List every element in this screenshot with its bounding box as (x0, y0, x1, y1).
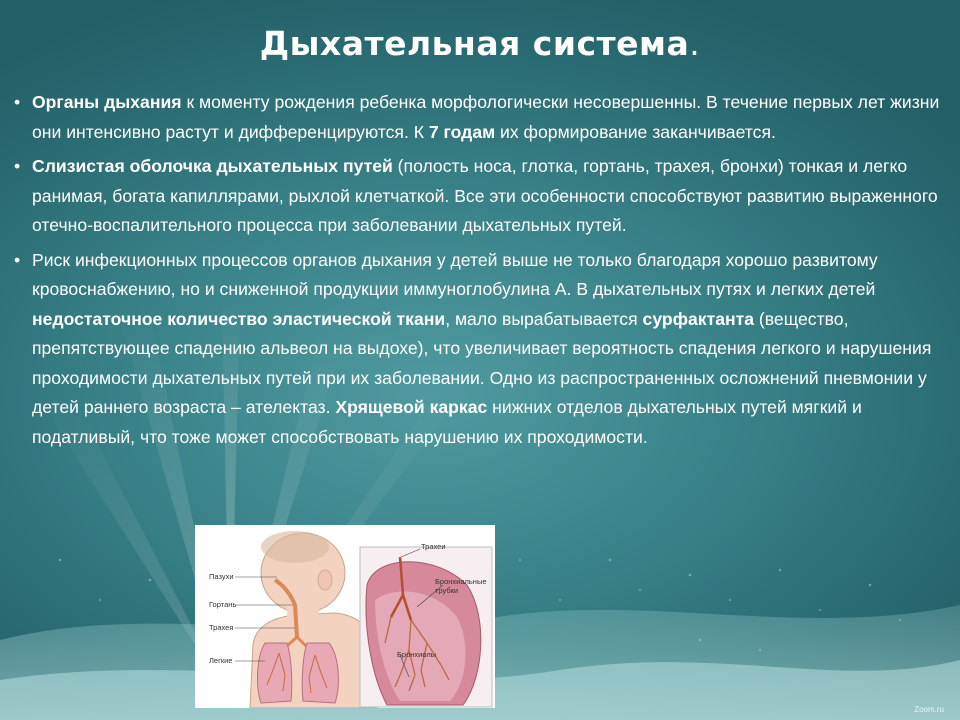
bullet-marker: • (14, 156, 21, 176)
label-bronchial-tubes: Бронхиальные трубки (435, 577, 487, 595)
text-segment: нижних отделов дыхательных путей мягкий и податливый, что тоже может способствовать нарушению их проходимости. (32, 397, 862, 447)
label-trachea: Трахея (209, 623, 234, 632)
respiratory-illustration (195, 525, 495, 708)
bold-text: недостаточное количество эластической ткани (32, 308, 446, 329)
text-segment: (полость носа, глотка, гортань, трахея, бронхи) тонкая и легко ранимая, богата капиллярами, рыхлой клетчаткой. Все эти особенности способствуют развитию выраженного отечно-воспалительного процесса при заболевании дыхательных путей. (32, 156, 938, 235)
bullet-list (14, 88, 949, 457)
bullet-item (14, 88, 949, 147)
text-segment: , мало вырабатывается (445, 308, 643, 329)
title-text: Дыхательная система (259, 24, 690, 63)
bold-text: 7 годам (428, 121, 496, 142)
bullet-marker: • (14, 249, 21, 270)
bullet-item (14, 246, 949, 453)
text-segment: (вещество, препятствующее спадению альвеол на выдохе), что увеличивает вероятность спадения легкого и нарушения проходимости дыхательных путей при их заболевании. Одно из распространенных осложнений пневмонии у детей раннего возраста – ателектаз. (32, 308, 932, 417)
text-segment: Риск инфекционных процессов органов дыхания у детей выше не только благодаря хорошо развитому кровоснабжению, но и сниженной продукции иммуноглобулина А. В дыхательных путях и легких детей (32, 249, 878, 299)
bold-text: Органы дыхания (32, 92, 182, 112)
watermark: Zoom.ru (914, 705, 944, 714)
label-bronchioles: Бронхиолы (397, 650, 437, 659)
anatomy-drawing (195, 525, 495, 708)
bullet-marker: • (14, 92, 21, 112)
label-trachea-inset: Трахеи (421, 542, 446, 551)
bullet-item (14, 152, 949, 241)
slide-title (0, 24, 960, 63)
bold-text: сурфактанта (642, 308, 755, 329)
label-lungs: Легкие (209, 656, 233, 665)
title-punct: . (689, 24, 701, 63)
text-segment: к моменту рождения ребенка морфологически несовершенны. В течение первых лет жизни они интенсивно растут и дифференцируются. К (32, 92, 940, 142)
text-segment: их формирование заканчивается. (495, 121, 776, 142)
bold-text: Хрящевой каркас (335, 397, 488, 417)
bold-text: Слизистая оболочка дыхательных путей (32, 156, 393, 176)
label-sinuses: Пазухи (209, 572, 234, 581)
label-larynx: Гортань (209, 600, 237, 609)
